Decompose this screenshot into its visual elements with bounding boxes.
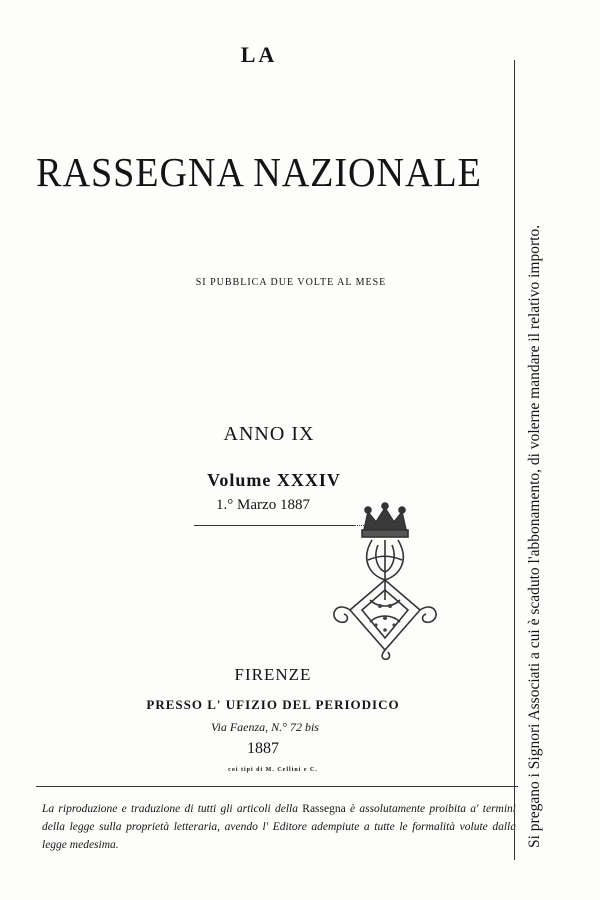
- notice-text-part2: è assolutamente proibita a' termini della legge sulla proprietà letteraria, avendo l' Editore adempiute a tutte le formalità volute dalla legge medesima.: [42, 803, 516, 851]
- side-divider: [514, 60, 515, 860]
- printer-credit: coi tipi di M. Cellini e C.: [228, 767, 318, 773]
- publisher-office: PRESSO L' UFIZIO DEL PERIODICO: [146, 697, 400, 712]
- copyright-notice: [42, 800, 516, 854]
- publication-frequency: SI PUBBLICA DUE VOLTE AL MESE: [195, 277, 387, 288]
- publisher-city: FIRENZE: [234, 665, 312, 684]
- journal-title: RASSEGNA NAZIONALE: [36, 149, 482, 195]
- notice-text-part1: La riproduzione e traduzione di tutti gli articoli della: [42, 803, 303, 815]
- header-article: LA: [240, 42, 278, 67]
- issue-volume: Volume XXXIV: [207, 470, 341, 490]
- crowned-monogram-emblem-icon: [320, 500, 450, 665]
- issue-date: 1.° Marzo 1887: [216, 497, 310, 513]
- issue-year-number: ANNO IX: [223, 423, 315, 445]
- notice-rassegna: Rassegna: [302, 803, 346, 815]
- notice-divider: [36, 786, 518, 787]
- publisher-address: Via Faenza, N.° 72 bis: [211, 720, 319, 734]
- subscription-side-note: Si pregano i Signori Associati a cui è scaduto l'abbonamento, di volerne mandare il relativo importo.: [526, 224, 543, 848]
- publication-year: 1887: [247, 740, 279, 757]
